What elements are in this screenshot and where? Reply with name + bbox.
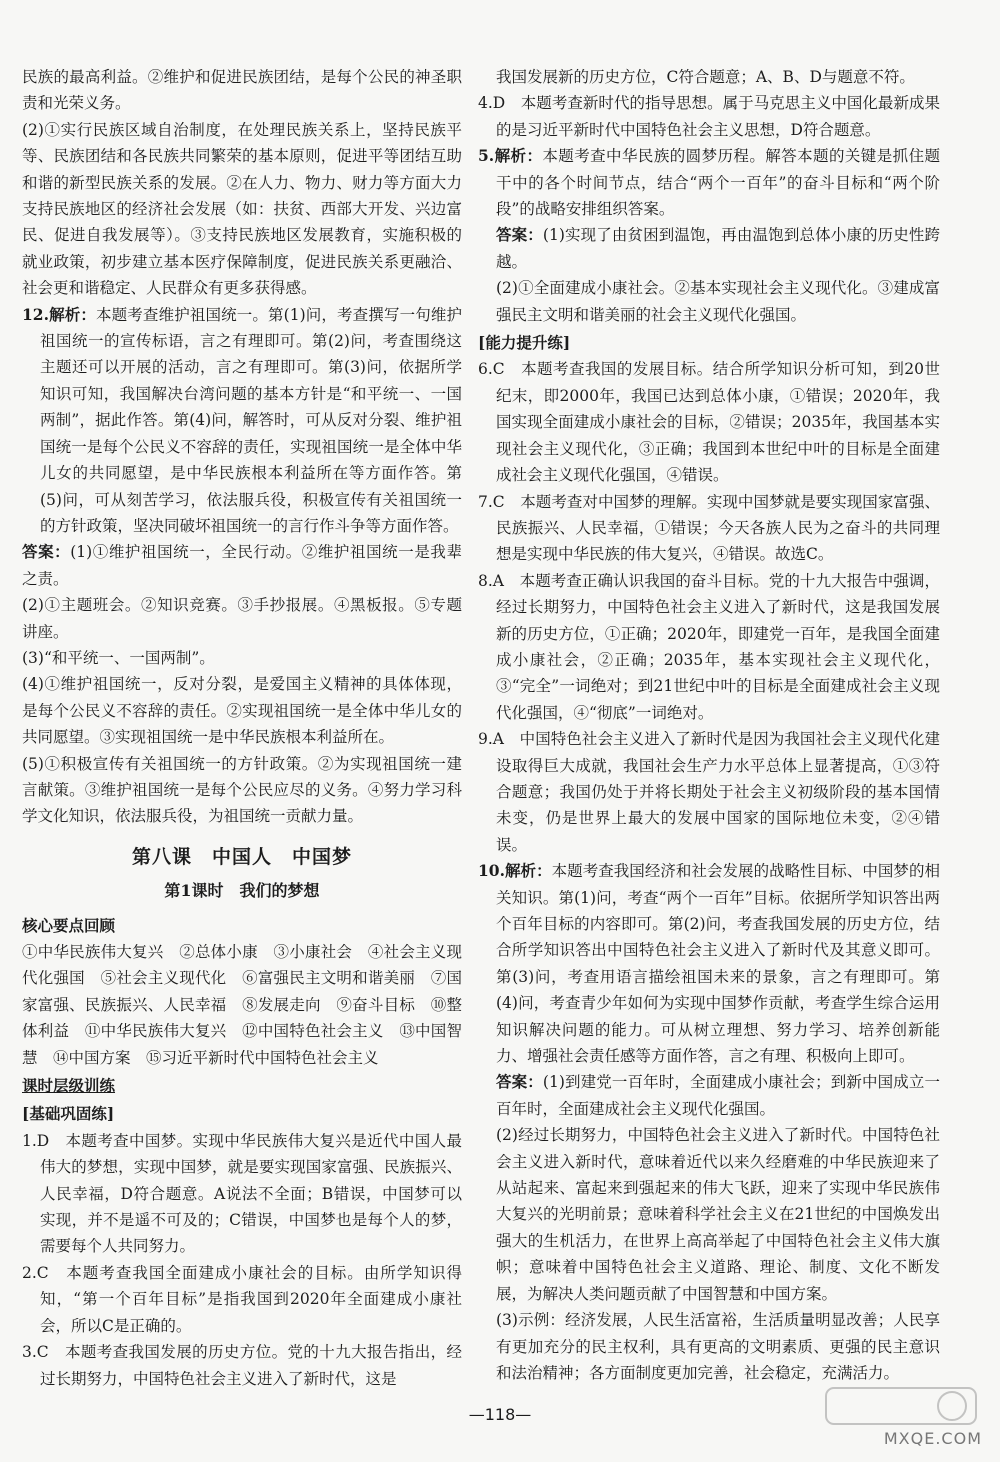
answer-text: (1)①维护祖国统一，全民行动。②维护祖国统一是我辈之责。 <box>22 543 462 588</box>
question-item: 1.D 本题考查中国梦。实现中华民族伟大复兴是近代中国人最伟大的梦想，实现中国梦，就是要实现国家富强、民族振兴、人民幸福，D符合题意。A说法不全面；B错误，中国梦可以实现，并不是遥不可及的；C错误，中国梦也是每个人的梦，需要每个人共同努力。 <box>22 1131 462 1256</box>
answer-line: (2)①全面建成小康社会。②基本实现社会主义现代化。③建成富强民主文明和谐美丽的社会主义现代化强国。 <box>496 279 940 324</box>
answer-line <box>22 539 462 592</box>
analysis-text: 本题考查中华民族的圆梦历程。解答本题的关键是抓住题干中的各个时间节点，结合“两个一百年”的奋斗目标和“两个阶段”的战略安排组织答案。 <box>496 147 940 219</box>
paragraph: 我国发展新的历史方位，C符合题意；A、B、D与题意不符。 <box>496 68 915 86</box>
ability-heading: [能力提升练] <box>478 333 571 353</box>
question-item: 9.A 中国特色社会主义进入了新时代是因为我国社会主义现代化建设取得巨大成就，我国社会生产力水平总体上显著提高，①③符合题意；我国仍处于并将长期处于社会主义初级阶段的基本国情未变，仍是世界上最大的发展中国家的国际地位未变，②④错误。 <box>478 730 940 854</box>
paragraph: 民族的最高利益。②维护和促进民族团结，是每个公民的神圣职责和光荣义务。 <box>22 68 462 113</box>
analysis-label: 12.解析： <box>22 304 97 324</box>
answer-line: (2)①主题班会。②知识竞赛。③手抄报展。④黑板报。⑤专题讲座。 <box>22 596 462 641</box>
question-item: 3.C 本题考查我国发展的历史方位。党的十九大报告指出，经过长期努力，中国特色社会主义进入了新时代，这是 <box>22 1343 462 1388</box>
analysis-label: 10.解析： <box>478 861 552 881</box>
question-item: 6.C 本题考查我国的发展目标。结合所学知识分析可知，到20世纪末，即2000年，我国已达到总体小康，①错误；2020年，我国实现全面建成小康社会的目标，②错误；2035年，我国基本实现社会主义现代化，③正确；我国到本世纪中叶的目标是全面建成社会主义现代化强国，④错误。 <box>478 360 940 485</box>
question-5-analysis <box>478 143 940 222</box>
answer-label: 答案： <box>496 1072 543 1092</box>
question-item: 2.C 本题考查我国全面建成小康社会的目标。由所学知识得知，“第一个百年目标”是指我国到2020年全面建成小康社会，所以C是正确的。 <box>22 1263 462 1335</box>
paragraph: (2)①实行民族区域自治制度，在处理民族关系上，坚持民族平等、民族团结和各民族共同繁荣的基本原则，促进平等团结互助和谐的新型民族关系的发展。②在人力、物力、财力等方面大力支持民族地区的经济社会发展（如：扶贫、西部大开发、兴边富民、促进自我发展等）。③支持民族地区发展教育，实施积极的就业政策，初步建立基本医疗保障制度，促进民族关系更融洽、社会更和谐稳定、人民群众有更多获得感。 <box>22 120 462 298</box>
page-number: —118— <box>468 1405 532 1424</box>
analysis-text: 本题考查维护祖国统一。第(1)问，考查撰写一句维护祖国统一的宣传标语，言之有理即可。第(2)问，考查围绕这主题还可以开展的活动，言之有理即可。第(3)问，依据所学知识可知，我国解决台湾问题的基本方针是“和平统一、一国两制”，据此作答。第(4)问，解答时，可从反对分裂、维护祖国统一是每个公民义不容辞的责任，实现祖国统一是全体中华儿女的共同愿望，是中华民族根本利益所在等方面作答。第(5)问，可从刻苦学习，依法服兵役，积极宣传有关祖国统一的方针政策，坚决同破坏祖国统一的言行作斗争等方面作答。 <box>40 305 462 535</box>
lesson-title: 第八课 中国人 中国梦 <box>131 845 352 868</box>
question-item: 8.A 本题考查正确认识我国的奋斗目标。党的十九大报告中强调，经过长期努力，中国特色社会主义进入了新时代，这是我国发展新的历史方位，①正确；2020年，即建党一百年，是我国全面建成小康社会，②正确；2035年，基本实现社会主义现代化，③“完全”一词绝对；到21世纪中叶的目标是全面建成社会主义现代化强国，④“彻底”一词绝对。 <box>478 571 940 722</box>
answer-line: (3)示例：经济发展，人民生活富裕，生活质量明显改善；人民享有更加充分的民主权利，具有更高的文明素质、更强的民主意识和法治精神；各方面制度更加完善，社会稳定，充满活力。 <box>496 1311 940 1382</box>
answer-line: (3)“和平统一、一国两制”。 <box>22 648 215 667</box>
right-column <box>478 64 940 1386</box>
period-title: 第1课时 我们的梦想 <box>164 881 320 901</box>
watermark-text: MXQE.COM <box>883 1429 982 1448</box>
answer-line <box>478 222 940 275</box>
analysis-label: 5.解析： <box>478 146 543 166</box>
question-item: 7.C 本题考查对中国梦的理解。实现中国梦就是要实现国家富强、民族振兴、人民幸福，①错误；今天各族人民为之奋斗的共同理想是实现中华民族的伟大复兴，④错误。故选C。 <box>478 492 940 564</box>
answer-text: (1)到建党一百年时，全面建成小康社会；到新中国成立一百年时，全面建成社会主义现代化强国。 <box>496 1073 940 1118</box>
analysis-text: 本题考查我国经济和社会发展的战略性目标、中国梦的相关知识。第(1)问，考查“两个一百年”目标。依据所学知识答出两个百年目标的内容即可。第(2)问，考查我国发展的历史方位，结合所学知识答出中国特色社会主义进入了新时代及其意义即可。第(3)问，考查用语言描绘祖国未来的景象，言之有理即可。第(4)问，考查青少年如何为实现中国梦作贡献，考查学生综合运用知识解决问题的能力。可从树立理想、努力学习、培养创新能力、增强社会责任感等方面作答，言之有理、积极向上即可。 <box>496 862 940 1066</box>
answer-line: (4)①维护祖国统一，反对分裂，是爱国主义精神的具体体现，是每个公民义不容辞的责任。②实现祖国统一是全体中华儿女的共同愿望。③实现祖国统一是中华民族根本利益所在。 <box>22 675 462 747</box>
question-12-analysis <box>22 302 462 540</box>
answer-label: 答案： <box>22 542 71 562</box>
question-item: 4.D 本题考查新时代的指导思想。属于马克思主义中国化最新成果的是习近平新时代中国特色社会主义思想，D符合题意。 <box>478 94 940 139</box>
review-points: ①中华民族伟大复兴 ②总体小康 ③小康社会 ④社会主义现代化强国 ⑤社会主义现代化 ⑥富强民主文明和谐美丽 ⑦国家富强、民族振兴、人民幸福 ⑧发展走向 ⑨奋斗目标 ⑩整体利益 ⑪中华民族伟大复兴 ⑫中国特色社会主义 ⑬中国智慧 ⑭中国方案 ⑮习近平新时代中国特色社会主义 <box>22 943 462 1067</box>
answer-line: (5)①积极宣传有关祖国统一的方针政策。②为实现祖国统一建言献策。③维护祖国统一是每个公民应尽的义务。④努力学习科学文化知识，依法服兵役，为祖国统一贡献力量。 <box>22 754 462 826</box>
left-column <box>22 64 462 1392</box>
question-10-analysis <box>478 858 940 1069</box>
answer-line: (2)经过长期努力，中国特色社会主义进入了新时代。中国特色社会主义进入新时代，意味着近代以来久经磨难的中华民族迎来了从站起来、富起来到强起来的伟大飞跃，迎来了实现中华民族伟大复兴的光明前景；意味着科学社会主义在21世纪的中国焕发出强大的生机活力，在世界上高高举起了中国特色社会主义伟大旗帜；意味着中国特色社会主义道路、理论、制度、文化不断发展，为解决人类问题贡献了中国智慧和中国方案。 <box>496 1126 940 1303</box>
review-heading: 核心要点回顾 <box>22 915 116 935</box>
basic-heading: [基础巩固练] <box>22 1104 115 1124</box>
answer-line <box>478 1069 940 1122</box>
training-heading: 课时层级训练 <box>22 1076 116 1096</box>
answer-text: (1)实现了由贫困到温饱，再由温饱到总体小康的历史性跨越。 <box>496 226 940 271</box>
answer-label: 答案： <box>496 225 543 245</box>
